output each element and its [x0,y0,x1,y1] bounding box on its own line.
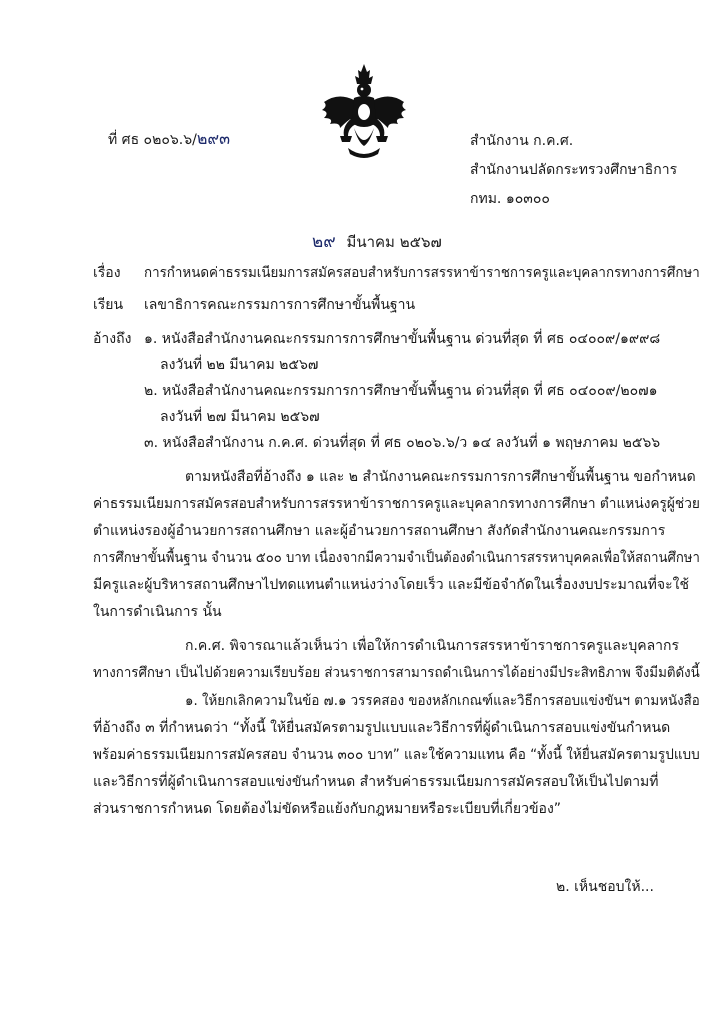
paragraph-1-line: ตำแหน่งรองผู้อำนวยการสถานศึกษา และผู้อำนวยการสถานศึกษา สังกัดสำนักงานคณะกรรมการ [93,523,666,539]
office-ministry: สำนักงานปลัดกระทรวงศึกษาธิการ [470,162,678,178]
date-day-handwritten: ๒๙ [312,232,336,252]
paragraph-1-line: มีครูและผู้บริหารสถานศึกษาไปทดแทนตำแหน่งว่างโดยเร็ว และมีข้อจำกัดในเรื่องงบประมาณที่จะใช้ [93,577,689,593]
garuda-emblem-icon [318,62,410,162]
page-continuation: ๒. เห็นชอบให้... [556,879,654,895]
document-reference-number [108,130,230,149]
reference-item-2-date: ลงวันที่ ๒๗ มีนาคม ๒๕๖๗ [160,409,320,425]
subject-text: การกำหนดค่าธรรมเนียมการสมัครสอบสำหรับการสรรหาข้าราชการครูและบุคลากรทางการศึกษา [144,265,700,281]
paragraph-2-line: ทางการศึกษา เป็นไปด้วยความเรียบร้อย ส่วนราชการสามารถดำเนินการได้อย่างมีประสิทธิภาพ จึงมีมติดังนี้ [93,665,700,681]
paragraph-3-line: พร้อมค่าธรรมเนียมการสมัครสอบ จำนวน ๓๐๐ บาท” และใช้ความแทน คือ “ทั้งนี้ ให้ยื่นสมัครตามรูปแบบ [93,747,700,763]
reference-item-2: ๒. หนังสือสำนักงานคณะกรรมการการศึกษาขั้นพื้นฐาน ด่วนที่สุด ที่ ศธ ๐๔๐๐๙/๒๐๗๑ [144,383,658,399]
paragraph-3-line: ที่อ้างถึง ๓ ที่กำหนดว่า “ทั้งนี้ ให้ยื่นสมัครตามรูปแบบและวิธีการที่ผู้ดำเนินการสอบแข่งขันกำหนด [93,720,671,736]
paragraph-3-line: และวิธีการที่ผู้ดำเนินการสอบแข่งขันกำหนด สำหรับค่าธรรมเนียมการสมัครสอบให้เป็นไปตามที่ [93,774,659,790]
subject-label: เรื่อง [93,265,121,281]
reference-prefix: ที่ ศธ ๐๒๐๖.๖/ [108,132,197,148]
recipient-text: เลขาธิการคณะกรรมการการศึกษาขั้นพื้นฐาน [144,297,416,313]
reference-number-handwritten: ๒๙๓ [196,129,231,148]
office-postcode: กทม. ๑๐๓๐๐ [470,191,550,207]
reference-item-1-date: ลงวันที่ ๒๒ มีนาคม ๒๕๖๗ [160,357,319,373]
recipient-label: เรียน [93,297,124,313]
paragraph-1-line: ค่าธรรมเนียมการสมัครสอบสำหรับการสรรหาข้าราชการครูและบุคลากรทางการศึกษา ตำแหน่งครูผู้ช่วย [93,496,700,512]
paragraph-2-line: ก.ค.ศ. พิจารณาแล้วเห็นว่า เพื่อให้การดำเนินการสรรหาข้าราชการครูและบุคลากร [185,638,680,654]
references-label: อ้างถึง [93,331,132,347]
paragraph-3-line: ๑. ให้ยกเลิกความในข้อ ๗.๑ วรรคสอง ของหลักเกณฑ์และวิธีการสอบแข่งขันฯ ตามหนังสือ [185,693,700,709]
office-name: สำนักงาน ก.ค.ศ. [470,133,574,149]
document-date [312,228,442,255]
reference-item-1: ๑. หนังสือสำนักงานคณะกรรมการการศึกษาขั้นพื้นฐาน ด่วนที่สุด ที่ ศธ ๐๔๐๐๙/๑๙๙๘ [144,331,661,347]
paragraph-1-line: ในการดำเนินการ นั้น [93,604,222,620]
paragraph-1-line: ตามหนังสือที่อ้างถึง ๑ และ ๒ สำนักงานคณะกรรมการการศึกษาขั้นพื้นฐาน ขอกำหนด [185,469,696,485]
paragraph-3-line: ส่วนราชการกำหนด โดยต้องไม่ขัดหรือแย้งกับกฎหมายหรือระเบียบที่เกี่ยวข้อง” [93,801,562,817]
paragraph-1-line: การศึกษาขั้นพื้นฐาน จำนวน ๕๐๐ บาท เนื่องจากมีความจำเป็นต้องดำเนินการสรรหาบุคคลเพื่อให้สถานศึกษา [93,550,700,566]
reference-item-3: ๓. หนังสือสำนักงาน ก.ค.ศ. ด่วนที่สุด ที่ ศธ ๐๒๐๖.๖/ว ๑๔ ลงวันที่ ๑ พฤษภาคม ๒๕๖๖ [144,435,661,451]
date-month-year: มีนาคม ๒๕๖๗ [346,233,442,251]
